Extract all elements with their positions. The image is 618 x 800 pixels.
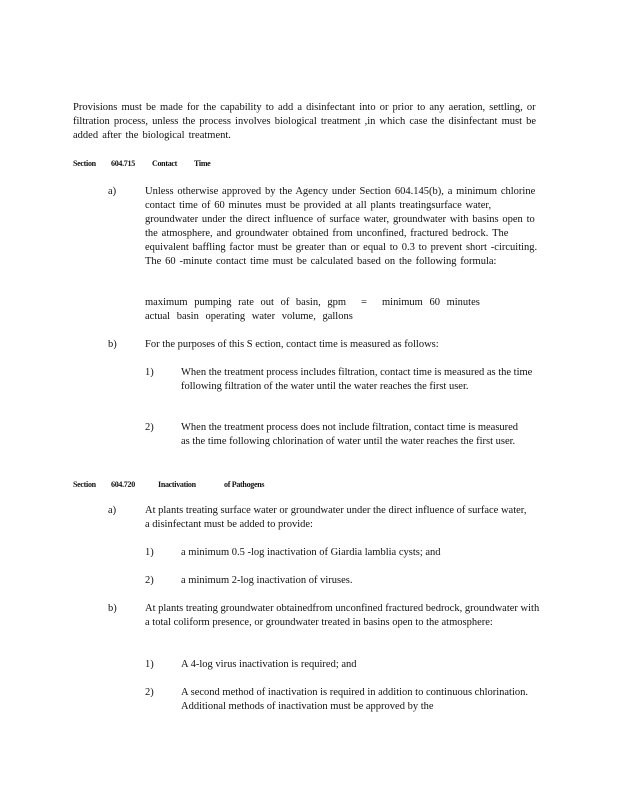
item-marker: b)	[108, 339, 117, 350]
section-title-word: Time	[194, 159, 211, 168]
item-text: At plants treating surface water or groundwater under the direct influence of surface water, a disinfectant must be added to provide:	[145, 505, 527, 530]
subitem-text: When the treatment process includes filtration, contact time is measured as the time following filtration of the water until the water reaches the first user.	[181, 367, 533, 392]
section-number: 604.715	[111, 159, 135, 168]
item-marker: a)	[108, 186, 117, 197]
section-number: 604.720	[111, 480, 135, 489]
item-text: Unless otherwise approved by the Agency under Section 604.145(b), a minimum chlorine contact time of 60 minutes must be provided at all plants treatingsurface water, groundwater under the direct influence of surface water, groundwater with basins open to the atmosphere, and groundwater obtained from unconfined, fractured bedrock. The equivalent baffling factor must be greater than or equal to 0.3 to prevent short -circuiting. The 60 -minute contact time must be calculated based on the following formula:	[145, 186, 538, 267]
subitem-marker: 1)	[145, 659, 154, 670]
subitem-text: A 4-log virus inactivation is required; and	[181, 659, 357, 670]
subitem-text: A second method of inactivation is required in addition to continuous chlorination. Additional methods of inactivation must be approved by the	[181, 687, 529, 712]
formula-numerator: maximum pumping rate out of basin, gpm	[145, 297, 347, 308]
section-title-word: Inactivation	[158, 480, 196, 489]
item-marker: a)	[108, 505, 117, 516]
formula-denominator: actual basin operating water volume, gallons	[145, 311, 353, 322]
section-label: Section	[73, 159, 96, 168]
item-marker: b)	[108, 603, 117, 614]
formula-equals: =	[361, 297, 367, 308]
subitem-marker: 1)	[145, 367, 154, 378]
intro-paragraph: Provisions must be made for the capability to add a disinfectant into or prior to any aeration, settling, or filtration process, unless the process involves biological treatment ,in which case the disinfectant must be added after the biological treatment.	[73, 102, 537, 141]
item-text: At plants treating groundwater obtainedfrom unconfined fractured bedrock, groundwater with a total coliform presence, or groundwater treated in basins open to the atmosphere:	[145, 603, 540, 628]
subitem-marker: 2)	[145, 422, 154, 433]
formula-result: minimum 60 minutes	[382, 297, 480, 308]
subitem-marker: 2)	[145, 575, 154, 586]
subitem-marker: 2)	[145, 687, 154, 698]
section-title-word: of Pathogens	[224, 480, 265, 489]
subitem-marker: 1)	[145, 547, 154, 558]
item-text: For the purposes of this S ection, contact time is measured as follows:	[145, 339, 439, 350]
subitem-text: When the treatment process does not include filtration, contact time is measured as the time following chlorination of water until the water reaches the first user.	[181, 422, 519, 447]
subitem-text: a minimum 0.5 -log inactivation of Giardia lamblia cysts; and	[181, 547, 441, 558]
section-title-word: Contact	[152, 159, 178, 168]
section-label: Section	[73, 480, 96, 489]
subitem-text: a minimum 2-log inactivation of viruses.	[181, 575, 353, 586]
